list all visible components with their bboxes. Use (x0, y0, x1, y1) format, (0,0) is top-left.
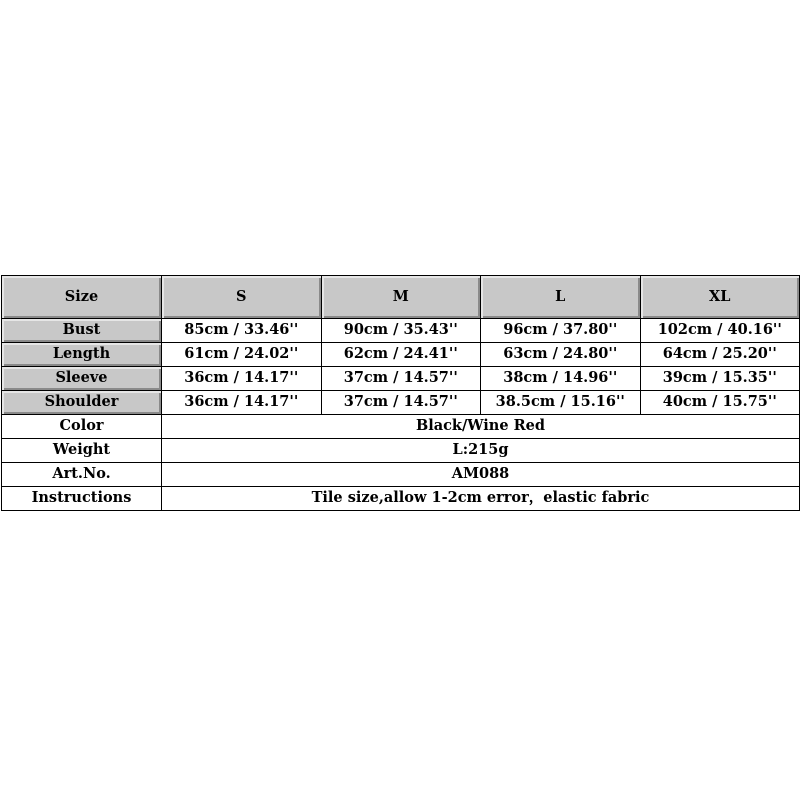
table-cell: 85cm / 33.46'' (162, 319, 322, 343)
row-label: Bust (2, 319, 162, 343)
table-row-shoulder (2, 391, 800, 415)
table-cell: 90cm / 35.43'' (321, 319, 481, 343)
size-column-header: S (162, 276, 322, 319)
size-column-header: XL (640, 276, 800, 319)
row-label: Sleeve (2, 367, 162, 391)
size-corner-label: Size (2, 276, 162, 319)
table-cell: 37cm / 14.57'' (321, 367, 481, 391)
instructions-value: Tile size,allow 1-2cm error，elastic fabric (162, 487, 800, 511)
table-cell: 64cm / 25.20'' (640, 343, 800, 367)
size-chart-table (1, 275, 800, 511)
row-label: Length (2, 343, 162, 367)
table-cell: 62cm / 24.41'' (321, 343, 481, 367)
art-no-value: AM088 (162, 463, 800, 487)
table-cell: 39cm / 15.35'' (640, 367, 800, 391)
table-cell: 38cm / 14.96'' (481, 367, 641, 391)
table-row-weight (2, 439, 800, 463)
row-label: Instructions (2, 487, 162, 511)
row-label: Weight (2, 439, 162, 463)
table-cell: 36cm / 14.17'' (162, 391, 322, 415)
weight-value: L:215g (162, 439, 800, 463)
table-cell: 96cm / 37.80'' (481, 319, 641, 343)
table-row-sleeve (2, 367, 800, 391)
table-cell: 102cm / 40.16'' (640, 319, 800, 343)
size-header-row (2, 276, 800, 319)
table-row-bust (2, 319, 800, 343)
row-label: Color (2, 415, 162, 439)
row-label: Shoulder (2, 391, 162, 415)
table-cell: 36cm / 14.17'' (162, 367, 322, 391)
table-row-color (2, 415, 800, 439)
table-cell: 63cm / 24.80'' (481, 343, 641, 367)
size-column-header: M (321, 276, 481, 319)
row-label: Art.No. (2, 463, 162, 487)
table-cell: 37cm / 14.57'' (321, 391, 481, 415)
table-cell: 38.5cm / 15.16'' (481, 391, 641, 415)
table-row-instructions (2, 487, 800, 511)
table-cell: 40cm / 15.75'' (640, 391, 800, 415)
table-row-art-no (2, 463, 800, 487)
size-column-header: L (481, 276, 641, 319)
table-cell: 61cm / 24.02'' (162, 343, 322, 367)
color-value: Black/Wine Red (162, 415, 800, 439)
table-row-length (2, 343, 800, 367)
